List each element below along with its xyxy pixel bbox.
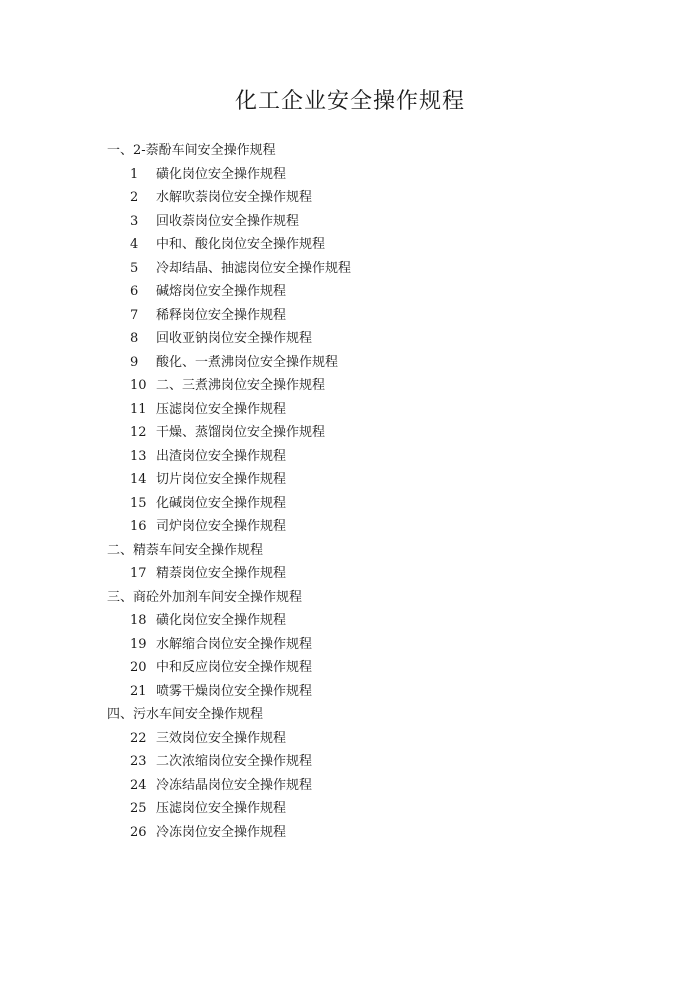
toc-item — [0, 821, 700, 845]
toc-item-number: 26 — [130, 824, 147, 840]
page-title: 化工企业安全操作规程 — [234, 89, 465, 114]
toc-item — [0, 210, 700, 234]
toc-item-label: 二、三煮沸岗位安全操作规程 — [156, 378, 326, 393]
toc-item — [0, 304, 700, 328]
toc-item-number: 9 — [130, 354, 139, 370]
toc-section-heading: 二、精萘车间安全操作规程 — [107, 542, 264, 558]
toc-item-label: 三效岗位安全操作规程 — [156, 730, 287, 746]
toc-item-label: 回收亚钠岗位安全操作规程 — [156, 331, 313, 346]
toc-item-number: 24 — [130, 777, 147, 793]
toc-item-label: 中和反应岗位安全操作规程 — [156, 660, 313, 675]
toc-item-number: 18 — [130, 613, 147, 628]
toc-item-label: 酸化、一煮沸岗位安全操作规程 — [156, 354, 339, 370]
toc-item-label: 中和、酸化岗位安全操作规程 — [156, 237, 326, 252]
toc-item-number: 19 — [130, 636, 147, 652]
toc-item-label: 冷冻岗位安全操作规程 — [156, 824, 287, 840]
toc-item — [0, 233, 700, 257]
toc-item — [0, 750, 700, 774]
toc-item — [0, 257, 700, 281]
toc-item — [0, 656, 700, 680]
toc-item-label: 稀释岗位安全操作规程 — [156, 307, 287, 323]
toc-section-heading: 一、2-萘酚车间安全操作规程 — [107, 143, 276, 158]
toc-item-label: 二次浓缩岗位安全操作规程 — [156, 754, 313, 769]
toc-item — [0, 727, 700, 751]
toc-item-number: 10 — [130, 378, 147, 393]
toc-item-number: 2 — [130, 190, 139, 205]
toc-item — [0, 163, 700, 187]
toc-item — [0, 468, 700, 492]
toc-item — [0, 515, 700, 539]
toc-item — [0, 327, 700, 351]
toc-item-label: 司炉岗位安全操作规程 — [156, 519, 287, 534]
toc-item-number: 23 — [130, 754, 147, 769]
toc-item — [0, 680, 700, 704]
toc-item-number: 4 — [130, 237, 139, 252]
toc-item-label: 碱熔岗位安全操作规程 — [156, 284, 287, 299]
toc-item-label: 干燥、蒸馏岗位安全操作规程 — [156, 425, 326, 440]
toc-item-label: 压滤岗位安全操作规程 — [156, 801, 287, 816]
toc-item — [0, 445, 700, 469]
toc-item-number: 3 — [130, 213, 139, 229]
toc-item-number: 17 — [130, 566, 147, 581]
toc-item-label: 回收萘岗位安全操作规程 — [156, 213, 300, 229]
toc-item — [0, 398, 700, 422]
toc-item-label: 出渣岗位安全操作规程 — [156, 448, 287, 464]
toc-item-number: 1 — [130, 166, 139, 182]
toc-item-number: 15 — [130, 495, 147, 511]
toc-item-number: 14 — [130, 472, 147, 487]
toc-item-label: 水解吹萘岗位安全操作规程 — [156, 190, 313, 205]
toc-item — [0, 351, 700, 375]
toc-item — [0, 280, 700, 304]
toc-item-number: 22 — [130, 730, 147, 746]
toc-item — [0, 797, 700, 821]
toc-item-number: 7 — [130, 307, 139, 323]
toc-item-number: 12 — [130, 425, 147, 440]
toc-item-label: 磺化岗位安全操作规程 — [156, 166, 287, 182]
toc-item-number: 21 — [130, 683, 147, 699]
toc-section-heading: 四、污水车间安全操作规程 — [107, 707, 264, 722]
toc-item — [0, 374, 700, 398]
toc-item-label: 冷却结晶、抽滤岗位安全操作规程 — [156, 260, 352, 276]
toc-item-label: 冷冻结晶岗位安全操作规程 — [156, 777, 313, 793]
toc-item — [0, 492, 700, 516]
table-of-contents — [0, 139, 700, 844]
toc-item-label: 喷雾干燥岗位安全操作规程 — [156, 683, 313, 699]
toc-item-number: 8 — [130, 331, 139, 346]
toc-item-label: 压滤岗位安全操作规程 — [156, 401, 287, 417]
toc-item — [0, 774, 700, 798]
toc-item-number: 13 — [130, 448, 147, 464]
toc-item-number: 6 — [130, 284, 139, 299]
toc-item-number: 16 — [130, 519, 147, 534]
toc-item — [0, 186, 700, 210]
toc-item-number: 5 — [130, 260, 139, 276]
toc-item-number: 11 — [130, 401, 147, 417]
toc-item-label: 切片岗位安全操作规程 — [156, 472, 287, 487]
toc-section-heading: 三、商砼外加剂车间安全操作规程 — [107, 589, 303, 605]
toc-item-number: 25 — [130, 801, 147, 816]
toc-item-number: 20 — [130, 660, 147, 675]
toc-item-label: 水解缩合岗位安全操作规程 — [156, 636, 313, 652]
toc-item — [0, 609, 700, 633]
toc-item-label: 磺化岗位安全操作规程 — [156, 613, 287, 628]
toc-item — [0, 633, 700, 657]
toc-item — [0, 421, 700, 445]
toc-item-label: 化碱岗位安全操作规程 — [156, 495, 287, 511]
toc-item-label: 精萘岗位安全操作规程 — [156, 566, 287, 581]
toc-item — [0, 562, 700, 586]
